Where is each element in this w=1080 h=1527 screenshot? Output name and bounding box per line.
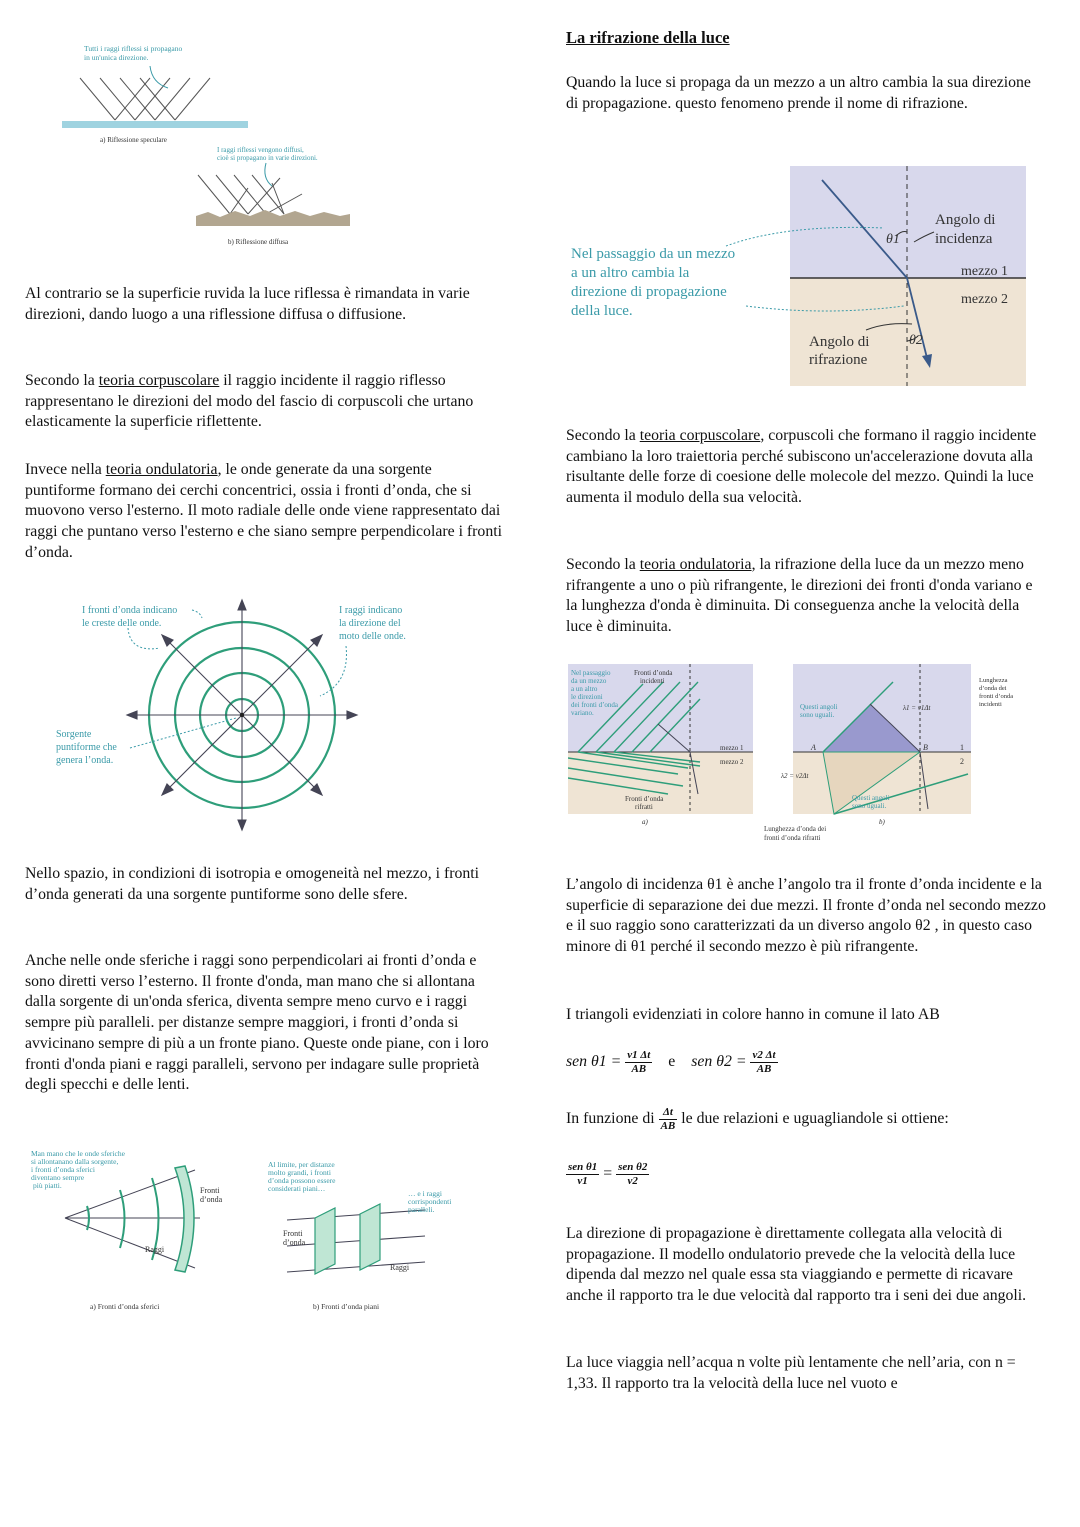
refraction-label-2: rifrazione — [809, 352, 868, 368]
refraction-caption-4: della luce. — [571, 303, 633, 319]
rays-label-3: moto delle onde. — [339, 631, 406, 642]
fraction-dt-ab: $\frac{\Delta t}{AB}$ — [660, 1106, 676, 1132]
paragraph-plane-waves: Anche nelle onde sferiche i raggi sono perpendicolari ai fronti d’onda e sono diretti verso l’esterno. Il fronte d'onda, man mano che si allontana dalla sorgente di un'onda sferica, diventa sempre meno curvo e i raggi sempre più paralleli. per distanze sempre maggiori, i fronti d’onda si avvicinano sempre di più a un fronte piano. Queste onde piane, con i loro fronti d'onda piani e raggi paralleli, servono per indagare sulle proprietà degli specchi e delle lenti. — [25, 952, 489, 1094]
point-a: A — [811, 743, 816, 752]
wf-caption-3: a un altro — [571, 685, 598, 693]
theta2-label: θ2 — [909, 333, 923, 348]
wf-label-b: b) — [879, 818, 885, 826]
fronts-a-1: Fronti — [200, 1186, 220, 1195]
section-title: La rifrazione della luce — [566, 28, 730, 47]
paragraph-corpuscular-reflection: Secondo la teoria corpuscolare il raggio incidente il raggio riflesso rappresentano le direzioni del modo del fascio di corpuscoli che urtano elasticamente la superficie riflettente. — [25, 372, 474, 431]
equal-angles2-1: Questi angoli — [852, 794, 890, 802]
lambda1-label: λ1 = v1Δt — [903, 704, 931, 712]
spherical-caption-5: più piatti. — [33, 1181, 62, 1190]
wf-caption-1: Nel passaggio — [571, 669, 611, 677]
wavelength-refracted-2: fronti d’onda rifratti — [764, 834, 821, 842]
rays-label-2: la direzione del — [339, 618, 401, 629]
wf-caption-4: le direzioni — [571, 693, 603, 701]
reflection-caption-top-2: in un'unica direzione. — [84, 53, 149, 62]
equal-angles-1: Questi angoli — [800, 703, 838, 711]
term-corpuscular-theory-2: teoria corpuscolare — [639, 427, 761, 444]
paragraph-water-index: La luce viaggia nell’acqua n volte più lentamente che nell’aria, con n = 1,33. Il rapporto tra la velocità della luce nel vuoto e — [566, 1354, 1016, 1392]
fraction-2: $\frac{v2 \Delta t}{AB}$ — [752, 1049, 776, 1075]
wavelength-incident-2: d’onda dei — [979, 685, 1007, 692]
medium1-label: mezzo 1 — [961, 264, 1009, 279]
fraction-snell-1: $\frac{\text{sen θ1}}{v1}$ — [568, 1161, 598, 1187]
reflection-figure — [40, 38, 380, 254]
plane-caption-2: molto grandi, i fronti — [268, 1168, 331, 1177]
fronts-label-2: le creste delle onde. — [82, 618, 162, 629]
fronts-a-2: d’onda — [200, 1195, 223, 1204]
wf-medium1: mezzo 1 — [720, 744, 744, 752]
rays-b: Raggi — [390, 1263, 410, 1272]
wf-medium2: mezzo 2 — [720, 758, 744, 766]
paragraph-diffuse-reflection: Al contrario se la superficie ruvida la luce riflessa è rimandata in varie direzioni, dando luogo a una riflessione diffusa o diffusione. — [25, 285, 470, 323]
reflection-caption-b-1: I raggi riflessi vengono diffusi, — [217, 146, 304, 154]
plane-caption-4: considerati piani… — [268, 1184, 326, 1193]
wf-label-a: a) — [642, 818, 648, 826]
medium2-label: mezzo 2 — [961, 292, 1009, 307]
fronts-b-2: d’onda — [283, 1238, 306, 1247]
paragraph-function-of-dt: In funzione di $\frac{\Delta t}{AB}$ le due relazioni e uguagliandole si ottiene: — [566, 1106, 949, 1132]
incident-fronts-1: Fronti d’onda — [634, 669, 673, 677]
paragraph-spherical-fronts: Nello spazio, in condizioni di isotropia e omogeneità nel mezzo, i fronti d’onda generati da una sorgente puntiforme sono delle sfere. — [25, 865, 480, 903]
refraction-figure — [566, 166, 1036, 396]
equation-sines: sen θ1 = $\frac{v1 \Delta t}{AB}$ e sen θ2 = $\frac{v2 \Delta t}{AB}$ — [566, 1049, 776, 1075]
reflection-caption-top-1: Tutti i raggi riflessi si propagano — [84, 44, 183, 53]
concentric-wavefronts-figure — [50, 598, 450, 838]
paragraph-corpuscular-refraction: Secondo la teoria corpuscolare, corpuscoli che formano il raggio incidente cambiano la loro traiettoria perché subiscono un'accelerazione dovuta alla risultante delle forze di coesione delle molecole del mezzo. Quindi la luce aumenta il modulo della sua velocità. — [566, 427, 1037, 507]
plane-label-b: b) Fronti d’onda piani — [313, 1302, 380, 1311]
theta1-label: θ1 — [886, 232, 900, 247]
paragraph-wave-refraction: Secondo la teoria ondulatoria, la rifrazione della luce da un mezzo meno rifrangente a uno o più rifrangente, le direzioni dei fronti d'onda variano e la lunghezza d'onda è diminuita. Di conseguenza anche la velocità della luce è diminuita. — [566, 556, 1033, 636]
paragraph-velocity: La direzione di propagazione è direttamente collegata alla velocità di propagazione. Il modello ondulatorio prevede che la velocità della luce dipenda dal mezzo nel quale essa sta viaggiando e permette di ricavare anche il rapporto tra le due velocità dal rapporto tra i seni dei due angoli. — [566, 1225, 1027, 1305]
spherical-caption-1: Man mano che le onde sferiche — [31, 1149, 125, 1158]
wf-num1: 1 — [960, 743, 964, 752]
refraction-caption-3: direzione di propagazione — [571, 284, 727, 300]
incidence-label-1: Angolo di — [935, 212, 996, 228]
wf-caption-5: dei fronti d’onda — [571, 701, 619, 709]
spherical-plane-wavefronts-figure — [25, 1148, 485, 1318]
wavelength-incident-4: incidenti — [979, 701, 1002, 708]
term-wave-theory: teoria ondulatoria — [105, 461, 218, 478]
wavelength-incident-3: fronti d’onda — [979, 693, 1014, 700]
rays-a: Raggi — [145, 1245, 165, 1254]
wf-num2: 2 — [960, 757, 964, 766]
point-b: B — [923, 743, 928, 752]
paragraph-refraction-intro: Quando la luce si propaga da un mezzo a un altro cambia la sua direzione di propagazione. questo fenomeno prende il nome di rifrazione. — [566, 74, 1031, 112]
wf-caption-6: variano. — [571, 709, 594, 717]
incidence-label-2: incidenza — [935, 231, 993, 247]
term-wave-theory-2: teoria ondulatoria — [639, 556, 752, 573]
plane-caption-3: d’onda possono essere — [268, 1176, 336, 1185]
reflection-caption-b-2: cioè si propagano in varie direzioni. — [217, 154, 318, 162]
paragraph-wave-theory: Invece nella teoria ondulatoria, le onde generate da una sorgente puntiforme formano dei cerchi concentrici, ossia i fronti d’onda, che si muovono verso l'esterno. Il moto radiale delle onde viene rappresentato dai raggi che puntano verso l'esterno e che siano sempre perpendicolare i fronti d’onda. — [25, 461, 503, 561]
refraction-caption-2: a un altro cambia la — [571, 265, 690, 281]
fraction-1: $\frac{v1 \Delta t}{AB}$ — [627, 1049, 651, 1075]
reflection-label-a: a) Riflessione speculare — [100, 136, 167, 144]
lambda2-label: λ2 = v2Δt — [781, 772, 809, 780]
refracted-fronts-1: Fronti d’onda — [625, 795, 664, 803]
plane-caption-1: Al limite, per distanze — [268, 1160, 335, 1169]
refracted-fronts-2: rifratti — [635, 803, 653, 811]
wavelength-incident-1: Lunghezza — [979, 677, 1008, 684]
fraction-snell-2: $\frac{\text{sen θ2}}{v2}$ — [618, 1161, 648, 1187]
equation-snell: $\frac{\text{sen θ1}}{v1}$ = $\frac{\text{sen θ2}}{v2}$ — [568, 1161, 648, 1187]
paragraph-common-side: I triangoli evidenziati in colore hanno in comune il lato AB — [566, 1006, 940, 1023]
term-corpuscular-theory: teoria corpuscolare — [98, 372, 220, 389]
wf-caption-2: da un mezzo — [571, 677, 607, 685]
plane-right-3: paralleli. — [408, 1205, 435, 1214]
spherical-caption-3: i fronti d’onda sferici — [31, 1165, 95, 1174]
spherical-label-a: a) Fronti d’onda sferici — [90, 1302, 160, 1311]
wavefront-refraction-figure — [568, 664, 1038, 854]
equal-angles-2: sono uguali. — [800, 711, 835, 719]
plane-right-1: … e i raggi — [408, 1189, 442, 1198]
source-label-1: Sorgente — [56, 729, 92, 740]
spherical-caption-4: diventano sempre — [31, 1173, 85, 1182]
wavelength-refracted-1: Lunghezza d’onda dei — [764, 825, 827, 833]
spherical-caption-2: si allontanano dalla sorgente, — [31, 1157, 119, 1166]
source-label-3: genera l’onda. — [56, 755, 114, 766]
paragraph-incidence-angle: L’angolo di incidenza θ1 è anche l’angolo tra il fronte d’onda incidente e la superficie di separazione dei due mezzi. Il fronte d’onda nel secondo mezzo e il suo raggio sono caratterizzati da un diverso angolo θ2 , in questo caso minore di θ1 perché il secondo mezzo è più rifrangente. — [566, 876, 1046, 956]
reflection-label-b: b) Riflessione diffusa — [228, 238, 289, 246]
refraction-caption-1: Nel passaggio da un mezzo — [571, 246, 736, 262]
fronts-b-1: Fronti — [283, 1229, 303, 1238]
equal-angles2-2: sono uguali. — [852, 802, 887, 810]
rays-label-1: I raggi indicano — [339, 605, 403, 616]
plane-right-2: corrispondenti — [408, 1197, 452, 1206]
fronts-label-1: I fronti d’onda indicano — [82, 605, 178, 616]
source-label-2: puntiforme che — [56, 742, 117, 753]
refraction-label-1: Angolo di — [809, 334, 870, 350]
incident-fronts-2: incidenti — [640, 677, 665, 685]
